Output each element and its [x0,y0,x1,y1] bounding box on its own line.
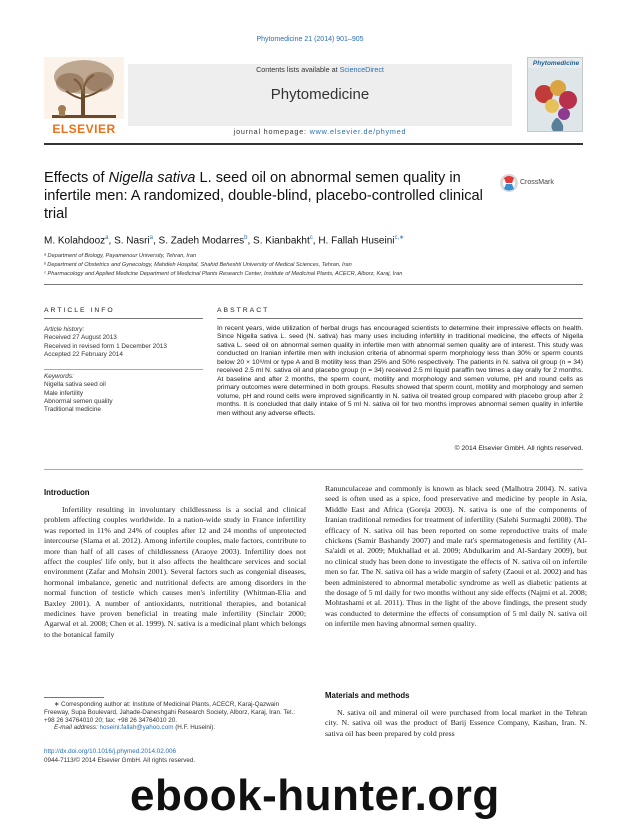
introduction-text: Infertility resulting in involuntary childlessness is a social and clinical problem affecting couples worldwide. In a nation-wide study in France infertility was reported in 11% and 24% of couples after 12 and 24 months of unprotected intercourse (Slama et al. 2012). Among infertile couples, male factors, contribute to more than half of all cases of childlessness (Araoye 2003). Infertility does not affect the couples' life only, but it also affects the healthcare services and social environment (Zafar and Mohsin 2001). Several factors such as congenial diseases, hormonal imbalance, genetic and nutritional defects are among disorders in the normal function of testicle which causes men's infertility (Whitman-Elia and Baxley 2001). A number of antioxidants, nutritional therapies, and botanical medicines have proven beneficial in treating male infertility (Sinclair 2000; Agarwal et al. 2008; Chen et al. 1999). N. sativa is a medicinal plant which belongs to the botanical family [44,505,306,639]
affiliation-a: ᵃ Department of Biology, Payamenour University, Tehran, Iran [44,253,197,259]
keywords [44,373,204,414]
affiliation-b: ᵇ Department of Obstetrics and Gynecology, Mahdieh Hospital, Shahid Beheshti University of Medical Sciences, Tehran, Iran [44,262,352,268]
keyword: Abnormal semen quality [44,397,113,405]
abstract-text: In recent years, wide utilization of herbal drugs has encouraged scientists to determine their impressive effects on health. Since Nigella sativa L. seed (N. sativa) has many uses including infertility in traditional medicine, the effects of Nigella sativa L. seed oil on abnormal semen quality in infertile men with abnormal semen quality are of interest. This study was conducted on Iranian infertile men with inclusion criteria of abnormal sperm morphology less than 30% or sperm counts below 20 × 10⁶/ml or type A and B motility less than 25% and 50% respectively. The patients in N. sativa oil group (n = 34) received 2.5 ml N. sativa oil and placebo group (n = 34) received 2.5 ml liquid paraffin two times a day orally for 2 months. At baseline and after 2 months, the sperm count, motility and morphology and semen volume, pH and round cells as primary outcomes were determined in both groups. Results showed that sperm count, motility and morphology and semen volume, pH and round cells were improved significantly in N. sativa oil treated group compared with placebo group after 2 months. It is concluded that daily intake of 5 ml N. sativa oil for two months improves abnormal semen quality in infertile men without any adverse effects. [217,325,583,417]
title-after: L. seed oil on abnormal semen quality in infertile men: A randomized, double-blind, placebo-controlled clinical trial [44,170,483,222]
author-affil-mark[interactable]: a [149,235,153,241]
author-affil-mark[interactable]: b [244,235,248,241]
author-name: H. Fallah Huseini [318,235,395,247]
corresponding-author-footnote [44,701,306,732]
sciencedirect-link[interactable]: ScienceDirect [339,65,384,74]
doi-link[interactable]: http://dx.doi.org/10.1016/j.phymed.2014.02.006 [44,748,176,755]
author-name: S. Kianbakht [253,235,310,247]
abstract-heading: ABSTRACT [217,307,270,314]
author-affil-mark[interactable]: c,∗ [394,235,405,241]
introduction-heading: Introduction [44,488,90,497]
article-info-rule [44,318,203,319]
affiliation-rule [44,284,583,285]
article-title [44,170,494,223]
contents-prefix: Contents lists available at [256,65,340,74]
methods-heading: Materials and methods [325,691,410,700]
author-affil-mark[interactable]: c [309,235,313,241]
revised-date: Received in revised form 1 December 2013 [44,342,167,350]
watermark: ebook-hunter.org [130,771,500,820]
journal-citation[interactable]: Phytomedicine 21 (2014) 901–905 [256,36,364,43]
abstract-copyright: © 2014 Elsevier GmbH. All rights reserved. [454,445,583,452]
homepage-link[interactable]: www.elsevier.de/phymed [309,127,407,136]
journal-cover[interactable] [527,57,583,132]
title-before: Effects of [44,170,109,186]
affiliation-c: ᶜ Pharmacology and Applied Medicine Department of Medicinal Plants Research Center, Institute of Medicinal Plants, ACECR, Alborz, Karaj, Iran [44,271,403,277]
elsevier-wordmark: ELSEVIER [52,122,116,136]
email-link[interactable]: hoseini.fallah@yahoo.com [99,724,174,732]
author-affil-mark[interactable]: a [105,235,109,241]
footnote-text: ∗ Corresponding author at: Institute of Medicinal Plants, ACECR, Karaj-Qazwain Freeway, Supa Boulevard, Jahade-Daneshgahi Research Society, Alborz, Karaj, Iran. Tel.: +98 26 34764010 20; fax: +98 26 34764010 20. [44,701,295,724]
article-history [44,326,204,359]
history-label: Article history: [44,326,85,333]
author-name: S. Nasri [114,235,150,247]
keyword: Male infertility [44,389,84,397]
email-suffix: (H.F. Huseini). [173,724,216,732]
received-date: Received 27 August 2013 [44,334,117,342]
homepage-prefix: journal homepage: [233,127,310,136]
methods-text: N. sativa oil and mineral oil were purchased from local market in the Tehran city. N. sativa oil was the product of Barij Essence Company, Kashan, Iran. N. sativa oil has been prepared by cold press [325,708,587,738]
header-rule [44,143,583,145]
author-name: M. Kolahdooz [44,235,106,247]
abstract-rule [217,318,583,319]
keywords-rule [44,369,203,370]
issn-line: 0944-7113/© 2014 Elsevier GmbH. All rights reserved. [44,757,196,764]
crossmark-label[interactable]: CrossMark [520,179,554,186]
homepage-line [128,127,512,136]
author-name: S. Zadeh Modarres [158,235,245,247]
cover-title: Phytomedicine [532,60,580,67]
contents-line [128,65,512,74]
footnote-rule [44,697,104,698]
title-species: Nigella sativa [108,170,196,186]
keyword: Traditional medicine [44,406,101,414]
body-rule [44,469,583,470]
keyword: Nigella sativa seed oil [44,381,106,389]
keywords-label: Keywords: [44,373,74,380]
introduction-continued-text: Ranunculaceae and commonly is known as black seed (Malhotra 2004). N. sativa seed is often used as a spice, food preservative and medicine by people in Asia, Middle East and Africa (Goreja 2003). N. sativa is one of the components of Iranian traditional remedies for treatment of infertility (Salehi Surmaghi 2008). The efficacy of N. sativa oil has been reported on some reproductive traits of male chickens (Samir Bashandy 2007) and male rat's spermatogenesis and fertility (Al-Sa'aidi et al. 2009; Mukhallad et al. 2009; Abdulkarim and Al-Sardary 2009), but no clinical study has been done to investigate the effects of N. sativa oil on infertile men so far. The N. sativa oil has a wide margin of safety (Zaoui et al. 2002) and has been administered to abnormal metabolic syndrome as well as diabetic patients at the dosage of 5 ml daily for two months without any side effects (Najmi et al. 2008; Mohtashami et al. 2011). Thus in the light of the above findings, the present study was conducted to determine the effects of consumption of 5 ml daily N. sativa oil on infertile men having abnormal semen quality. [325,484,587,629]
article-info-heading: ARTICLE INFO [44,307,115,314]
email-label: E-mail address: [54,724,100,732]
accepted-date: Accepted 22 February 2014 [44,350,123,358]
cover-flowers-image [528,68,583,132]
author-list: M. Kolahdooz$^a$, S. Nasri$^a$, S. Zadeh Modarres$^b$, S. Kianbakht$^c$, H. Fallah Huseini$^{c,∗}$ [44,235,405,247]
journal-name: Phytomedicine [270,86,370,103]
